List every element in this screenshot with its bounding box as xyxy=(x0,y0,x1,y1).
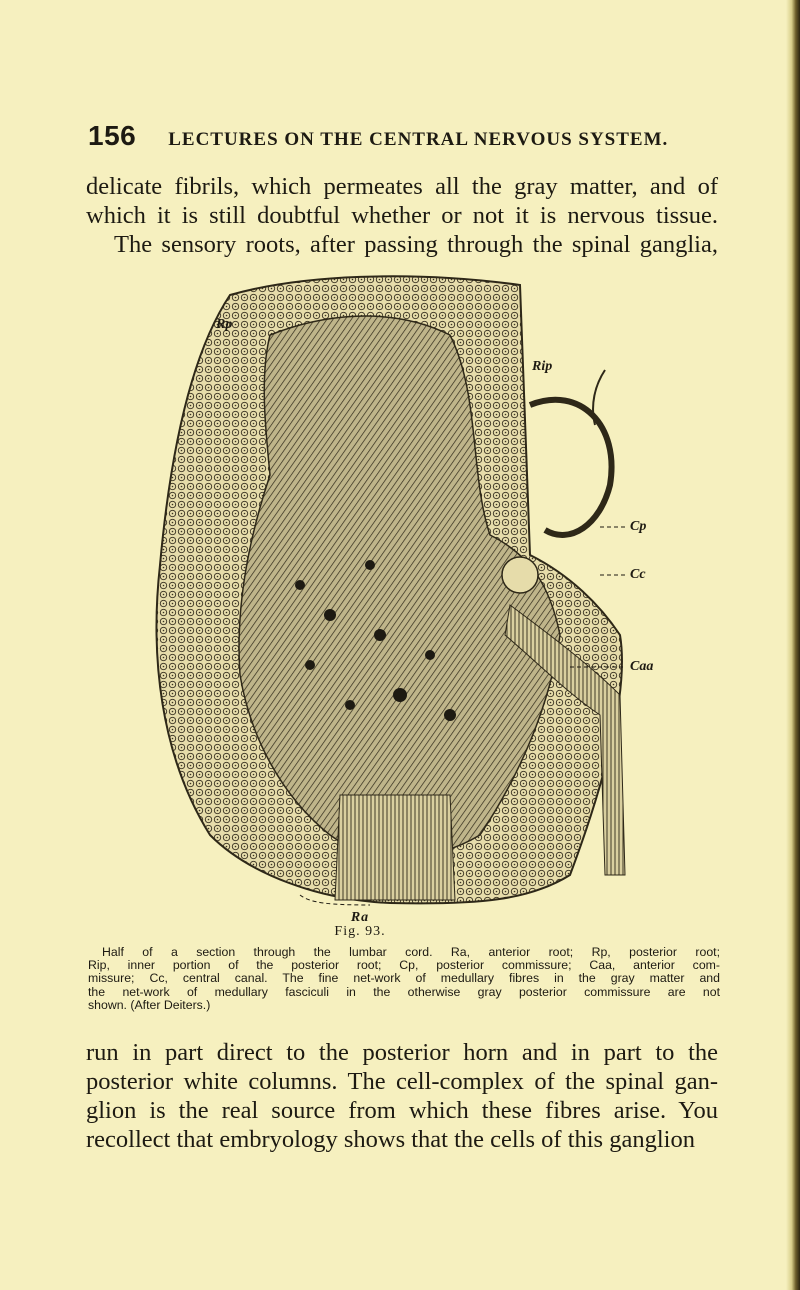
central-canal xyxy=(502,557,538,593)
label-rip: Rip xyxy=(532,359,553,374)
page-number: 156 xyxy=(88,120,137,151)
caption-line: missure; Cc, central canal. The fine net-work of medullary fibres in the gray matter and xyxy=(88,971,720,986)
spinal-cord-illustration xyxy=(150,275,670,915)
figure-number: Fig. 93. xyxy=(334,924,386,939)
label-ra: Ra xyxy=(350,910,370,925)
text-line: glion is the real source from which these fibres arise. You xyxy=(86,1097,718,1124)
paragraph-bottom xyxy=(86,1038,718,1154)
figure-caption xyxy=(88,946,720,1012)
caption-line: Rip, inner portion of the posterior root; Cp, posterior commissure; Caa, anterior com- xyxy=(88,958,720,973)
caption-line: Half of a section through the lumbar cord. Ra, anterior root; Rp, posterior root; xyxy=(102,945,720,959)
text-line: recollect that embryology shows that the cells of this ganglion xyxy=(86,1126,695,1153)
text-line: The sensory roots, after passing through the spinal ganglia, xyxy=(114,231,718,258)
label-cp: Cp xyxy=(630,519,647,534)
anterior-root-fibers xyxy=(335,795,455,900)
paragraph-top xyxy=(86,172,718,259)
spinal-cord-section-figure xyxy=(150,275,670,915)
text-line: run in part direct to the posterior horn and in part to the xyxy=(86,1039,718,1066)
caption-line: the net-work of medullary fasciculi in the otherwise gray posterior commissure are not xyxy=(88,984,720,999)
text-line: which it is still doubtful whether or not it is nervous tissue. xyxy=(86,202,718,229)
label-rp: Rp xyxy=(216,317,233,332)
page-edge-shadow xyxy=(786,0,800,1290)
running-title: LECTURES ON THE CENTRAL NERVOUS SYSTEM. xyxy=(168,129,669,150)
label-caa: Caa xyxy=(630,659,654,674)
text-line: posterior white columns. The cell-complex of the spinal gan- xyxy=(86,1068,718,1095)
label-cc: Cc xyxy=(630,567,646,582)
figure-caption-title xyxy=(0,910,800,940)
text-line: delicate fibrils, which permeates all the gray matter, and of xyxy=(86,173,718,200)
posterior-root-hook xyxy=(530,400,612,535)
caption-line: shown. (After Deiters.) xyxy=(88,997,211,1012)
page-header xyxy=(88,120,728,152)
